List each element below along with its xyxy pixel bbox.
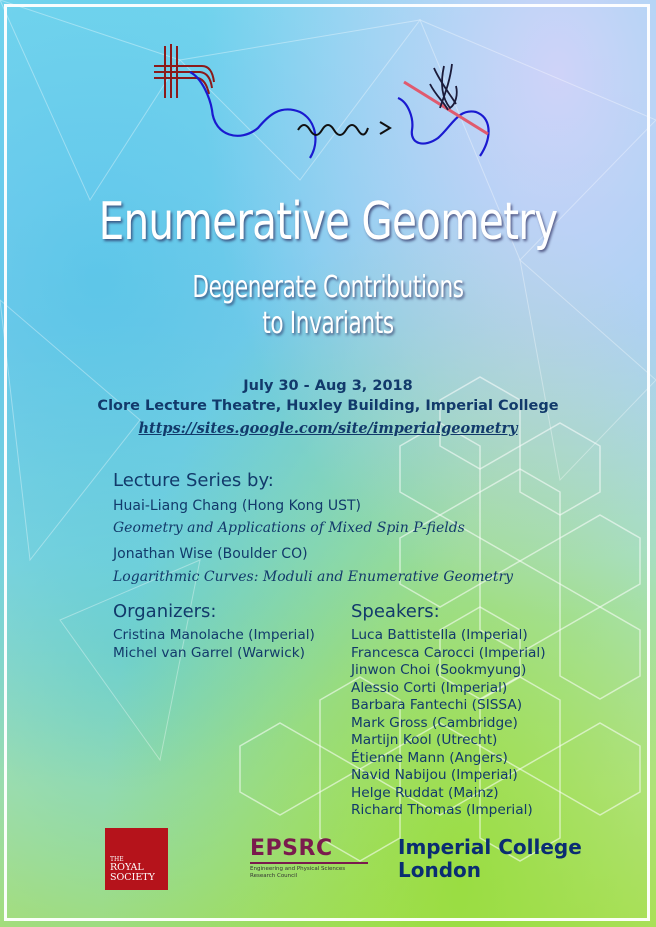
epsrc-wordmark: EPSRC	[250, 836, 333, 861]
organizer-item: Cristina Manolache (Imperial)	[113, 627, 315, 643]
epsrc-rule	[250, 862, 368, 864]
curve-degeneration-diagram	[140, 38, 500, 188]
epsrc-subtitle-1: Engineering and Physical Sciences	[250, 866, 346, 872]
epsrc-subtitle-2: Research Council	[250, 873, 298, 879]
event-url-link[interactable]: https://sites.google.com/site/imperialgeometry	[138, 420, 518, 437]
event-dates: July 30 - Aug 3, 2018	[243, 378, 413, 394]
royal-society-the: THE	[110, 856, 124, 863]
lecture-title: Logarithmic Curves: Moduli and Enumerative Geometry	[113, 569, 514, 585]
speakers-list	[351, 627, 546, 820]
lecture-title: Geometry and Applications of Mixed Spin P-fields	[113, 520, 465, 536]
poster-title: Enumerative Geometry	[98, 192, 558, 252]
speaker-item: Étienne Mann (Angers)	[351, 749, 508, 766]
event-venue: Clore Lecture Theatre, Huxley Building, Imperial College	[97, 398, 559, 414]
speaker-item: Alessio Corti (Imperial)	[351, 679, 508, 696]
speaker-item: Mark Gross (Cambridge)	[351, 714, 518, 731]
lecture-series-heading: Lecture Series by:	[113, 470, 274, 491]
organizer-item: Michel van Garrel (Warwick)	[113, 644, 305, 661]
imperial-line-1: Imperial College	[398, 835, 582, 859]
imperial-college-logo	[398, 836, 582, 882]
subtitle-line-2: to Invariants	[262, 306, 394, 341]
speaker-item: Helge Ruddat (Mainz)	[351, 784, 499, 801]
speaker-item: Luca Battistella (Imperial)	[351, 627, 528, 643]
subtitle-line-1: Degenerate Contributions	[192, 270, 464, 305]
epsrc-logo	[250, 836, 370, 880]
lecturer-name: Jonathan Wise (Boulder CO)	[113, 546, 308, 562]
speaker-item: Jinwon Choi (Sookmyung)	[351, 662, 527, 678]
organizers-heading: Organizers:	[113, 601, 217, 622]
royal-society-royal: ROYAL	[110, 862, 144, 873]
speaker-item: Barbara Fantechi (SISSA)	[351, 697, 523, 713]
royal-society-logo	[105, 828, 168, 890]
royal-society-society: SOCIETY	[110, 872, 155, 883]
imperial-line-2: London	[398, 858, 482, 882]
speaker-item: Martijn Kool (Utrecht)	[351, 732, 498, 748]
speaker-item: Navid Nabijou (Imperial)	[351, 767, 518, 783]
speaker-item: Richard Thomas (Imperial)	[351, 802, 533, 818]
organizers-list	[113, 627, 315, 662]
speaker-item: Francesca Carocci (Imperial)	[351, 644, 546, 661]
speakers-heading: Speakers:	[351, 601, 440, 622]
lecturer-name: Huai-Liang Chang (Hong Kong UST)	[113, 498, 362, 514]
